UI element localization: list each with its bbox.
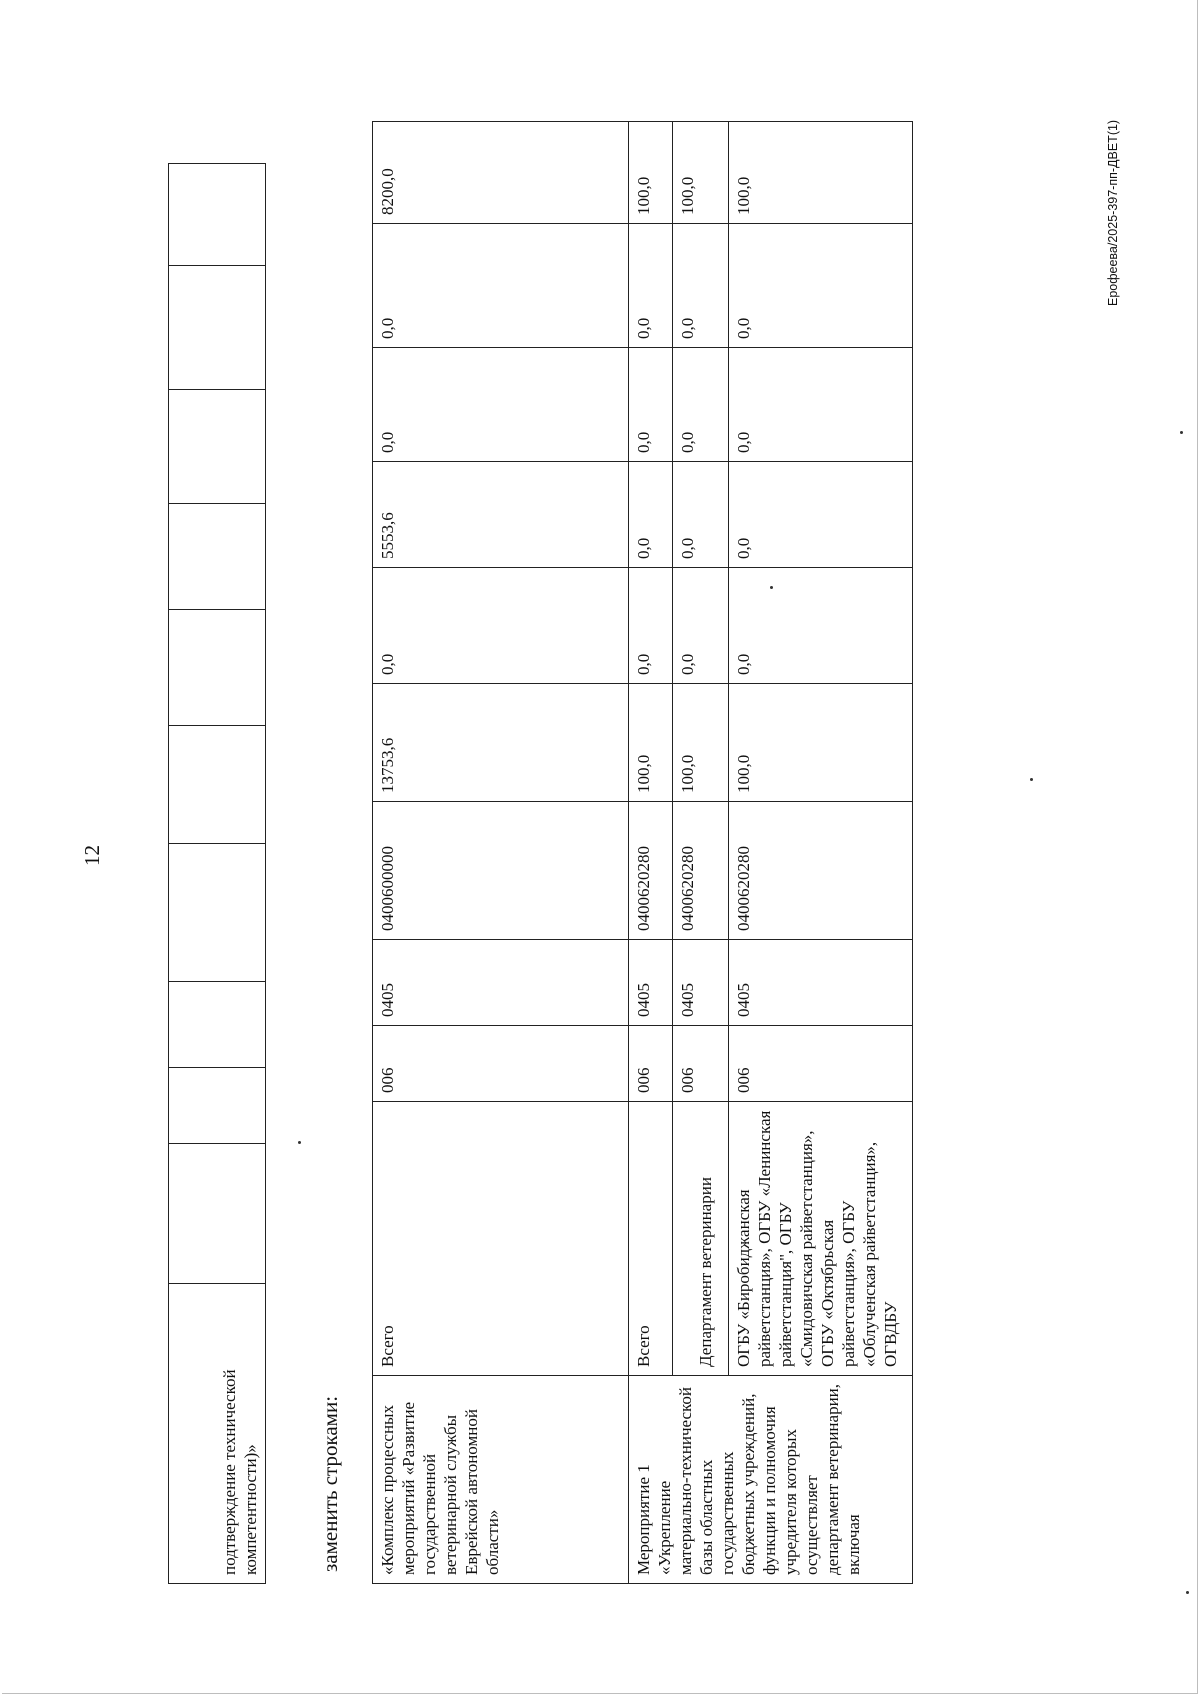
total-cell: 100,0: [729, 684, 913, 802]
scan-speck: [1186, 1591, 1189, 1594]
empty-cell: [169, 266, 266, 390]
scan-speck: [1030, 778, 1033, 781]
year-value-cell: 0,0: [729, 462, 913, 568]
rzpr-cell: 0405: [673, 940, 729, 1026]
year-value-cell: 0,0: [629, 224, 673, 348]
year-value-cell: 0,0: [373, 224, 629, 348]
executor-cell: Всего: [629, 1102, 673, 1376]
total-cell: 100,0: [629, 684, 673, 802]
rzpr-cell: 0405: [629, 940, 673, 1026]
year-value-cell: 0,0: [729, 224, 913, 348]
grbs-cell: 006: [673, 1026, 729, 1102]
empty-cell: [169, 982, 266, 1068]
program-name-cell: подтверждение технической компетентности)»: [169, 1284, 266, 1584]
rzpr-cell: 0405: [373, 940, 629, 1026]
total-cell: 13753,6: [373, 684, 629, 802]
grbs-cell: 006: [629, 1026, 673, 1102]
year-value-cell: 0,0: [673, 462, 729, 568]
year-value-cell: 0,0: [629, 462, 673, 568]
measure-name-cell: Мероприятие 1 «Укрепление материально-технической базы областных государственных бюджетных учреждений, функции и полномочия учредителя которых осуществляет департамент ветеринарии, включая: [629, 1376, 913, 1584]
empty-cell: [169, 844, 266, 982]
year-value-cell: 0,0: [629, 568, 673, 684]
executor-cell: ОГБУ «Биробиджанская райветстанция», ОГБУ «Ленинская райветстанция", ОГБУ «Смидовичская райветстанция», ОГБУ «Октябрьская райветстанция», ОГБУ «Облученская райветстанция», ОГВДБУ: [729, 1102, 913, 1376]
executor-cell: Департамент ветеринарии: [673, 1102, 729, 1376]
empty-cell: [169, 390, 266, 504]
empty-cell: [169, 726, 266, 844]
executor-cell: Всего: [373, 1102, 629, 1376]
year-value-cell: 100,0: [629, 122, 673, 224]
table-row: [673, 122, 729, 1584]
scan-speck: [770, 586, 773, 589]
year-value-cell: 5553,6: [373, 462, 629, 568]
empty-cell: [169, 610, 266, 726]
empty-cell: [169, 504, 266, 610]
empty-cell: [169, 1144, 266, 1284]
year-value-cell: 0,0: [729, 568, 913, 684]
csr-cell: 0400620280: [629, 802, 673, 940]
csr-cell: 0400620280: [673, 802, 729, 940]
csr-cell: 0400600000: [373, 802, 629, 940]
year-value-cell: 100,0: [673, 122, 729, 224]
table-row: [629, 122, 673, 1584]
page-number: 12: [80, 845, 104, 866]
table-row: [729, 122, 913, 1584]
year-value-cell: 0,0: [673, 568, 729, 684]
csr-cell: 0400620280: [729, 802, 913, 940]
year-value-cell: 0,0: [373, 568, 629, 684]
year-value-cell: 0,0: [673, 348, 729, 462]
empty-cell: [169, 164, 266, 266]
scan-speck: [1180, 431, 1183, 434]
total-cell: 100,0: [673, 684, 729, 802]
year-value-cell: 0,0: [629, 348, 673, 462]
year-value-cell: 0,0: [673, 224, 729, 348]
scan-speck: [298, 1141, 301, 1144]
replace-with-rows-caption: заменить строками:: [318, 1395, 342, 1572]
grbs-cell: 006: [373, 1026, 629, 1102]
previous-rows-table: [168, 163, 266, 1584]
year-value-cell: 8200,0: [373, 122, 629, 224]
year-value-cell: 0,0: [729, 348, 913, 462]
rzpr-cell: 0405: [729, 940, 913, 1026]
document-reference: Ерофеева/2025-397-пп-ДВЕТ(1): [1106, 119, 1120, 306]
year-value-cell: 0,0: [373, 348, 629, 462]
table-row: [373, 122, 629, 1584]
year-value-cell: 100,0: [729, 122, 913, 224]
program-name-cell: «Комплекс процессных мероприятий «Развитие государственной ветеринарной службы Еврейской автономной области»: [373, 1376, 629, 1584]
table-row: [169, 164, 266, 1584]
replacement-rows-table: [372, 121, 913, 1584]
grbs-cell: 006: [729, 1026, 913, 1102]
empty-cell: [169, 1068, 266, 1144]
